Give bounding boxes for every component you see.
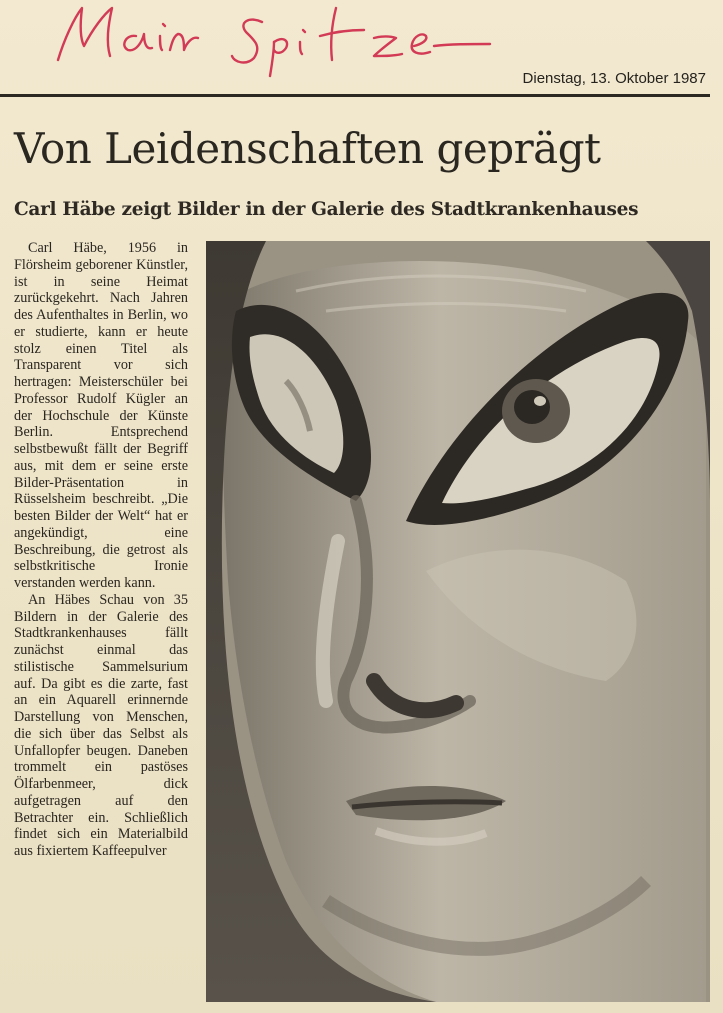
article-body bbox=[14, 240, 188, 860]
article-paragraph: Carl Häbe, 1956 in Flörsheim geborener Künstler, ist in seine Heimat zurückgekehrt. Nach Jahren des Aufenthaltes in Berlin, wo er studierte, kann er heute stolz einen Titel als Transparent vor sich hertragen: Meisterschüler bei Professor Rudolf Kügler an der Hochschule der Künste Berlin. Entsprechend selbstbewußt fällt der Begriff aus, mit dem er seine erste Bilder-Präsentation in Rüsselsheim beschreibt. „Die besten Bilder der Welt“ hat er angekündigt, eine Beschreibung, die getrost als selbstkritische Ironie verstanden werden kann. bbox=[14, 240, 188, 591]
headline: Von Leidenschaften geprägt bbox=[14, 124, 601, 173]
article-paragraph: An Häbes Schau von 35 Bildern in der Galerie des Stadtkrankenhauses fällt zunächst einmal das stilistische Sammelsurium auf. Da gibt es die zarte, fast an ein Aquarell erinnernde Darstellung von Menschen, die sich über das Selbst als Unfallopfer beugen. Daneben trommelt ein pastöses Ölfarbenmeer, dick aufgetragen auf den Betrachter ein. Schließlich findet sich ein Materialbild aus fixiertem Kaffeepulver bbox=[14, 591, 188, 859]
dateline: Dienstag, 13. Oktober 1987 bbox=[522, 70, 706, 87]
painted-face-image bbox=[206, 241, 710, 1002]
header-rule bbox=[0, 94, 710, 97]
handwritten-note-drawing bbox=[50, 0, 520, 80]
handwritten-note bbox=[50, 0, 520, 80]
subheadline: Carl Häbe zeigt Bilder in der Galerie des Stadtkrankenhauses bbox=[14, 199, 639, 220]
article-photo bbox=[206, 241, 710, 1002]
